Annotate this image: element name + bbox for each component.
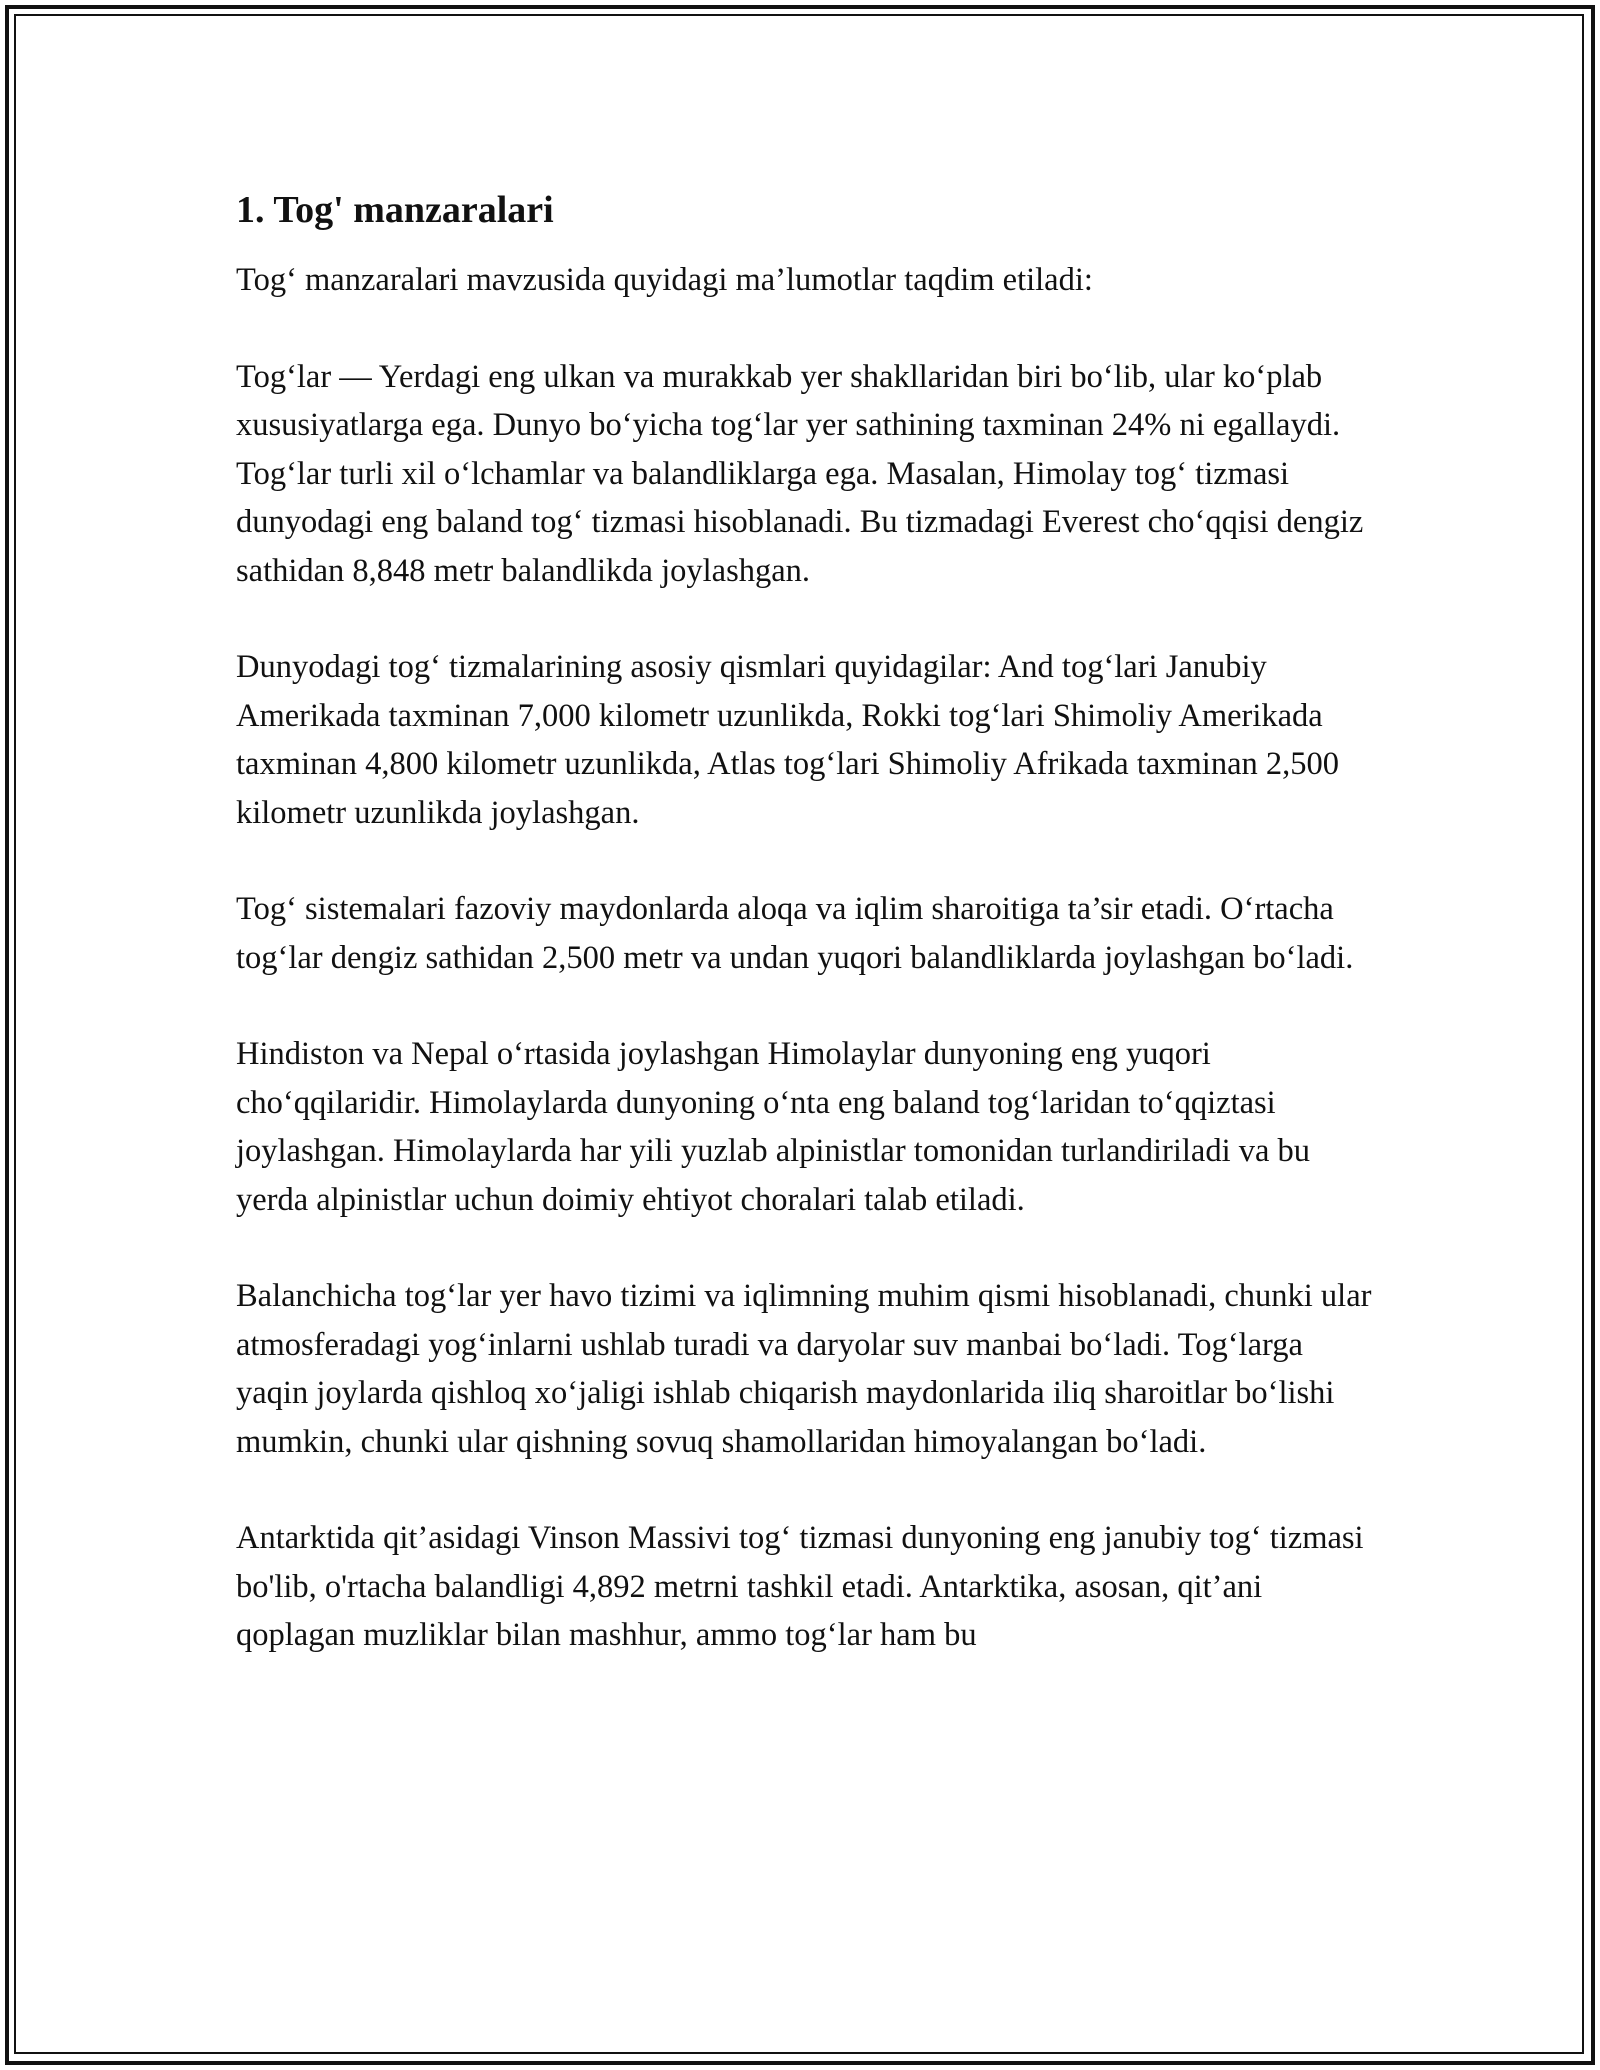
- paragraph-climate-role: Balanchicha tog‘lar yer havo tizimi va iqlimning muhim qismi hisoblanadi, chunki ular atmosferadagi yog‘inlarni ushlab turadi va daryolar suv manbai bo‘ladi. Tog‘larga yaqin joylarda qishloq xo‘jaligi ishlab chiqarish maydonlarida iliq sharoitlar bo‘lishi mumkin, chunki ular qishning sovuq shamollaridan himoyalangan bo‘ladi.: [236, 1278, 1372, 1460]
- paragraph-mountain-ranges: Dunyodagi tog‘ tizmalarining asosiy qismlari quyidagilar: And tog‘lari Janubiy Amerikada taxminan 7,000 kilometr uzunlikda, Rokki tog‘lari Shimoliy Amerikada taxminan 4,800 kilometr uzunlikda, Atlas tog‘lari Shimoliy Afrikada taxminan 2,500 kilometr uzunlikda joylashgan.: [236, 649, 1340, 831]
- intro-paragraph: Tog‘ manzaralari mavzusida quyidagi ma’lumotlar taqdim etiladi:: [236, 262, 1093, 298]
- paragraph-himalayas: Hindiston va Nepal o‘rtasida joylashgan Himolaylar dunyoning eng yuqori cho‘qqilaridir. Himolaylarda dunyoning o‘nta eng baland tog‘laridan to‘qqiztasi joylashgan. Himolaylarda har yili yuzlab alpinistlar tomonidan turlandiriladi va bu yerda alpinistlar uchun doimiy ehtiyot choralari talab etiladi.: [236, 1036, 1311, 1218]
- paragraph-mountains-overview: Tog‘lar — Yerdagi eng ulkan va murakkab yer shakllaridan biri bo‘lib, ular ko‘plab xususiyatlarga ega. Dunyo bo‘yicha tog‘lar yer sathining taxminan 24% ni egallaydi. Tog‘lar turli xil o‘lchamlar va balandliklarga ega. Masalan, Himolay tog‘ tizmasi dunyodagi eng baland tog‘ tizmasi hisoblanadi. Bu tizmadagi Everest cho‘qqisi dengiz sathidan 8,848 metr balandlikda joylashgan.: [236, 358, 1364, 589]
- paragraph-antarctica: Antarktida qit’asidagi Vinson Massivi tog‘ tizmasi dunyoning eng janubiy tog‘ tizmasi bo'lib, o'rtacha balandligi 4,892 metrni tashkil etadi. Antarktika, asosan, qit’ani qoplagan muzliklar bilan mashhur, ammo tog‘lar ham bu: [236, 1520, 1364, 1653]
- section-heading: 1. Tog' manzaralari: [236, 189, 554, 231]
- paragraph-mountain-systems: Tog‘ sistemalari fazoviy maydonlarda aloqa va iqlim sharoitiga ta’sir etadi. O‘rtacha tog‘lar dengiz sathidan 2,500 metr va undan yuqori balandliklarda joylashgan bo‘ladi.: [236, 891, 1354, 976]
- document-body: [236, 186, 1376, 1708]
